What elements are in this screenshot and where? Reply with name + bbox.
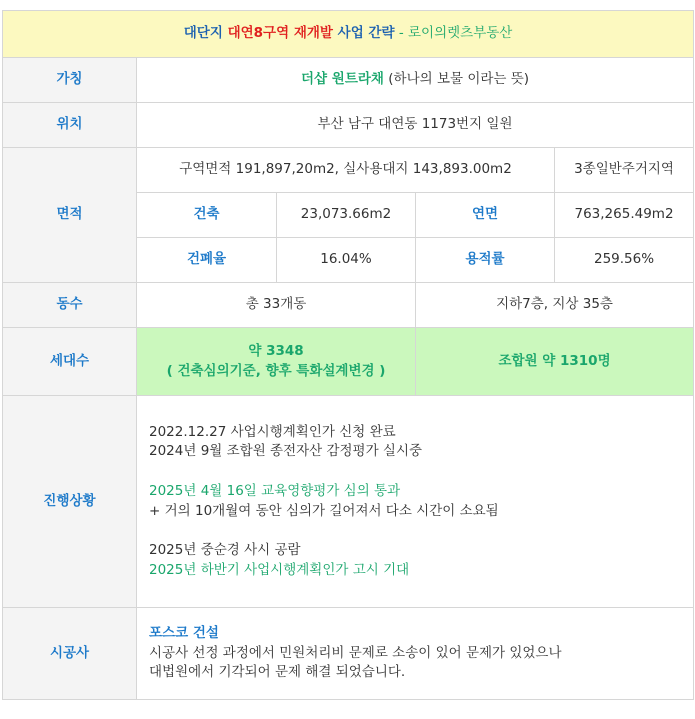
constructor-name: 포스코 건설	[149, 625, 219, 642]
coverage-value: 16.04%	[277, 238, 416, 283]
progress-content	[137, 396, 694, 608]
floor-area-label: 연면	[416, 193, 555, 238]
constructor-line1: 시공사 선정 과정에서 민원처리비 문제로 소송이 있어 문제가 있었으나	[149, 644, 562, 661]
buildings-floors: 지하7층, 지상 35층	[416, 283, 694, 328]
area-label: 면적	[3, 148, 137, 283]
households-row	[3, 328, 694, 396]
table-title	[3, 11, 694, 58]
progress-line5: 2025년 중순경 사시 공람	[149, 542, 301, 559]
progress-line6: 2025년 하반기 사업시행계획인가 고시 기대	[149, 561, 410, 578]
title-part3: 사업 간략	[332, 25, 395, 42]
progress-line4: + 거의 10개월여 동안 심의가 길어져서 다소 시간이 소요됨	[149, 502, 499, 519]
households-count-line2: ( 건축심의기준, 향후 특화설계변경 )	[166, 362, 386, 379]
zone-area: 구역면적 191,897,20m2, 실사용대지 143,893.00m2	[137, 148, 555, 193]
title-row	[3, 11, 694, 58]
location-label: 위치	[3, 103, 137, 148]
far-value: 259.56%	[555, 238, 694, 283]
building-area-value: 23,073.66m2	[277, 193, 416, 238]
progress-line1: 2022.12.27 사업시행계획인가 신청 완료	[149, 423, 396, 440]
title-part2: 대연8구역 재개발	[227, 25, 333, 42]
progress-label: 진행상황	[3, 396, 137, 608]
location-row	[3, 103, 694, 148]
location-value: 부산 남구 대연동 1173번지 일원	[137, 103, 694, 148]
constructor-row	[3, 608, 694, 700]
constructor-label: 시공사	[3, 608, 137, 700]
title-part4: - 로이의렛츠부동산	[394, 25, 513, 42]
constructor-content	[137, 608, 694, 700]
progress-line3: 2025년 4월 16일 교육영향평가 심의 통과	[149, 482, 401, 499]
constructor-line2: 대법원에서 기각되어 문제 해결 되었습니다.	[149, 664, 406, 681]
households-label: 세대수	[3, 328, 137, 396]
households-count	[137, 328, 416, 396]
nickname-row	[3, 58, 694, 103]
nickname-label: 가칭	[3, 58, 137, 103]
nickname-value	[137, 58, 694, 103]
coverage-label: 건폐율	[137, 238, 277, 283]
zone-type: 3종일반주거지역	[555, 148, 694, 193]
far-label: 용적률	[416, 238, 555, 283]
floor-area-value: 763,265.49m2	[555, 193, 694, 238]
area-row-1	[3, 148, 694, 193]
buildings-count: 총 33개동	[137, 283, 416, 328]
project-summary	[2, 10, 693, 700]
buildings-label: 동수	[3, 283, 137, 328]
building-area-label: 건축	[137, 193, 277, 238]
nickname-name: 더샵 원트라채	[301, 71, 384, 88]
progress-row	[3, 396, 694, 608]
buildings-row	[3, 283, 694, 328]
nickname-meaning: (하나의 보물 이라는 뜻)	[383, 71, 530, 88]
progress-line2: 2024년 9월 조합원 종전자산 감정평가 실시중	[149, 443, 423, 460]
summary-table	[2, 10, 694, 700]
title-part1: 대단지	[183, 25, 228, 42]
households-count-line1: 약 3348	[248, 342, 304, 359]
union-members: 조합원 약 1310명	[416, 328, 694, 396]
